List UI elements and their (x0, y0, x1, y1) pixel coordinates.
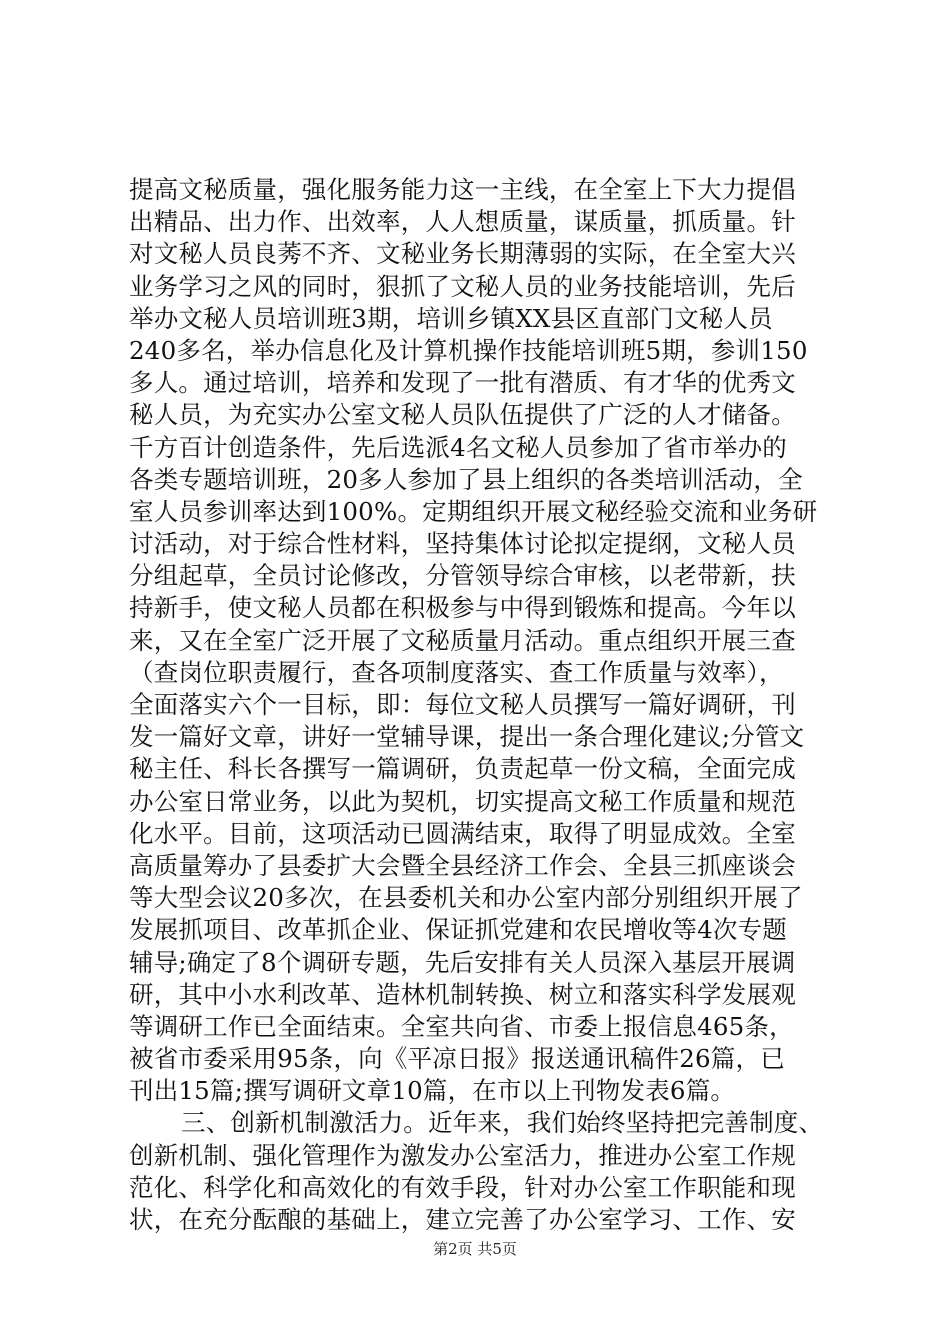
text-line: 各类专题培训班，20多人参加了县上组织的各类培训活动，全 (129, 464, 803, 494)
text-line: 秘主任、科长各撰写一篇调研，负责起草一份文稿，全面完成 (129, 754, 796, 784)
text-line: 室人员参训率达到100%。定期组织开展文秘经验交流和业务研 (129, 496, 818, 526)
text-line: 240多名，举办信息化及计算机操作技能培训班5期，参训150 (129, 335, 808, 365)
text-line: 辅导;确定了8个调研专题，先后安排有关人员深入基层开展调 (129, 947, 796, 977)
text-line: 研，其中小水利改革、造林机制转换、树立和落实科学发展观 (129, 979, 796, 1009)
text-line: 办公室日常业务，以此为契机，切实提高文秘工作质量和规范 (129, 786, 796, 816)
text-line: 化水平。目前，这项活动已圆满结束，取得了明显成效。全室 (129, 818, 796, 848)
text-line: 发一篇好文章，讲好一堂辅导课，提出一条合理化建议;分管文 (129, 722, 805, 752)
page-number-footer: 第2页 共5页 (433, 1240, 517, 1258)
text-line: 分组起草，全员讨论修改，分管领导综合审核，以老带新，扶 (129, 561, 796, 591)
text-line: 讨活动，对于综合性材料，坚持集体讨论拟定提纲，文秘人员 (129, 529, 796, 559)
text-line: 对文秘人员良莠不齐、文秘业务长期薄弱的实际，在全室大兴 (129, 239, 796, 269)
text-line: 业务学习之风的同时，狠抓了文秘人员的业务技能培训，先后 (129, 271, 796, 301)
text-line: 举办文秘人员培训班3期，培训乡镇XX县区直部门文秘人员 (129, 303, 773, 333)
text-line: 等大型会议20多次，在县委机关和办公室内部分别组织开展了 (129, 883, 803, 913)
text-line: 秘人员，为充实办公室文秘人员队伍提供了广泛的人才储备。 (129, 400, 796, 430)
text-line: 状，在充分酝酿的基础上，建立完善了办公室学习、工作、安 (129, 1205, 796, 1234)
text-line: （查岗位职责履行，查各项制度落实、查工作质量与效率）， (129, 657, 784, 687)
text-line: 创新机制、强化管理作为激发办公室活力，推进办公室工作规 (129, 1140, 796, 1170)
text-line: 千方百计创造条件，先后选派4名文秘人员参加了省市举办的 (129, 432, 787, 462)
text-line: 多人。通过培训，培养和发现了一批有潜质、有才华的优秀文 (129, 368, 796, 398)
text-line: 持新手，使文秘人员都在积极参与中得到锻炼和提高。今年以 (129, 593, 796, 623)
text-line: 提高文秘质量，强化服务能力这一主线，在全室上下大力提倡 (129, 175, 796, 204)
section-heading-line: 三、创新机制激活力。近年来，我们始终坚持把完善制度、 (181, 1108, 824, 1138)
text-line: 出精品、出力作、出效率，人人想质量，谋质量，抓质量。针 (129, 207, 796, 237)
text-line: 高质量筹办了县委扩大会暨全县经济工作会、全县三抓座谈会 (129, 850, 796, 880)
text-line: 来，又在全室广泛开展了文秘质量月活动。重点组织开展三查 (129, 625, 796, 655)
text-line: 等调研工作已全面结束。全室共向省、市委上报信息465条， (129, 1011, 794, 1041)
text-line: 发展抓项目、改革抓企业、保证抓党建和农民增收等4次专题 (129, 915, 787, 945)
body-text (129, 174, 829, 1236)
text-line: 全面落实六个一目标，即：每位文秘人员撰写一篇好调研，刊 (129, 690, 796, 719)
text-line: 刊出15篇;撰写调研文章10篇，在市以上刊物发表6篇。 (129, 1076, 736, 1106)
text-line: 被省市委采用95条，向《平凉日报》报送通讯稿件26篇，已 (129, 1044, 785, 1074)
text-line: 范化、科学化和高效化的有效手段，针对办公室工作职能和现 (129, 1172, 796, 1202)
